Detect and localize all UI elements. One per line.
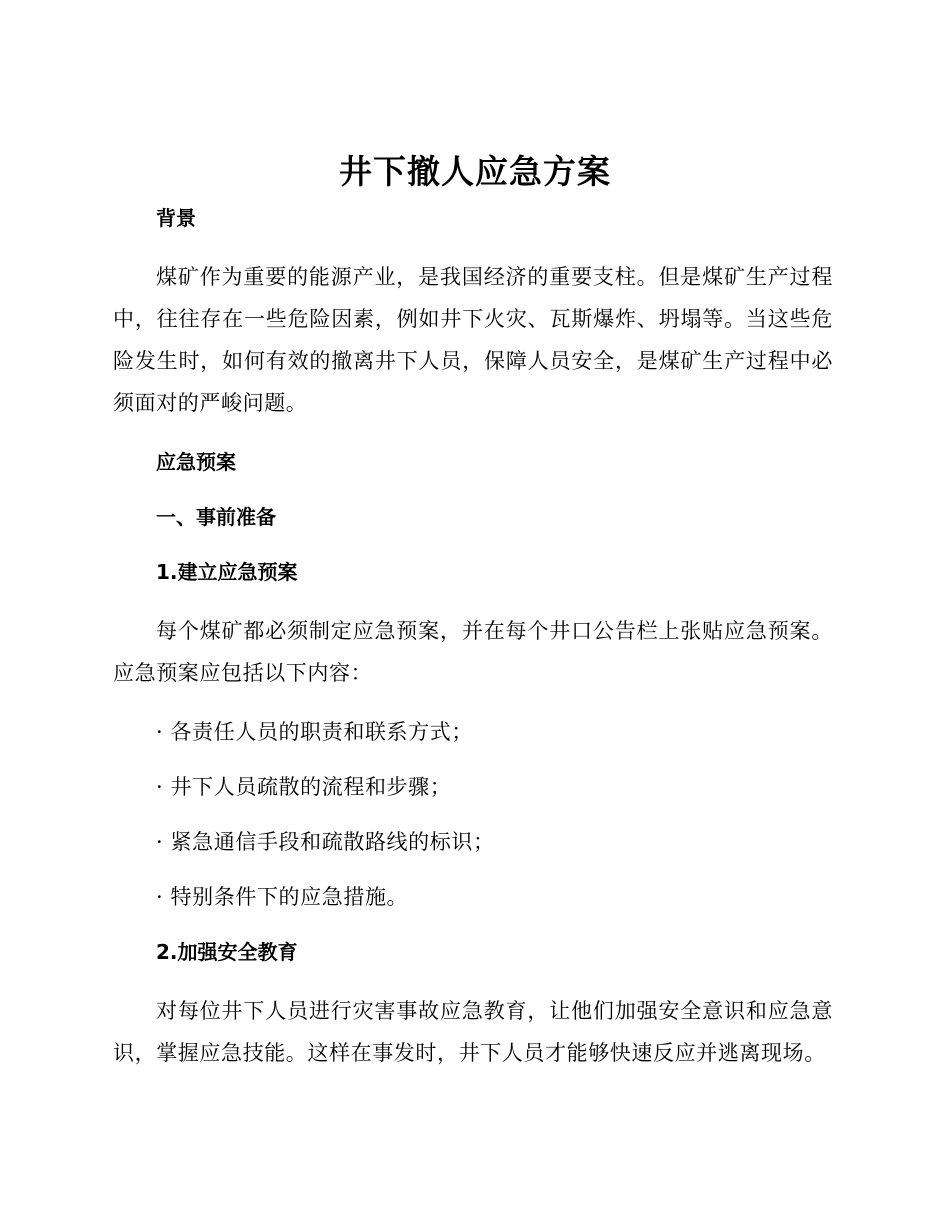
document-title: 井下撤人应急方案 — [339, 152, 611, 191]
subheading-safety-education: 2.加强安全教育 — [156, 940, 298, 964]
section-heading-background: 背景 — [156, 206, 196, 230]
paragraph-background: 煤矿作为重要的能源产业，是我国经济的重要支柱。但是煤矿生产过程中，往往存在一些危险因素，例如井下火灾、瓦斯爆炸、坍塌等。当这些危险发生时，如何有效的撤离井下人员，保障人员安全，是煤矿生产过程中必须面对的严峻问题。 — [113, 265, 833, 415]
paragraph-safety-education: 对每位井下人员进行灾害事故应急教育，让他们加强安全意识和应急意识，掌握应急技能。这样在事发时，井下人员才能够快速反应并逃离现场。 — [113, 999, 833, 1065]
section-heading-preparation: 一、事前准备 — [156, 505, 276, 529]
subheading-emergency-plan: 1.建立应急预案 — [156, 560, 298, 584]
list-item: · 井下人员疏散的流程和步骤； — [156, 775, 452, 799]
list-item: · 紧急通信手段和疏散路线的标识； — [156, 830, 495, 854]
paragraph-emergency-plan: 每个煤矿都必须制定应急预案，并在每个井口公告栏上张贴应急预案。应急预案应包括以下内容： — [113, 619, 833, 685]
list-item: · 特别条件下的应急措施。 — [156, 885, 409, 909]
document-body — [113, 202, 833, 1074]
list-item: · 各责任人员的职责和联系方式； — [156, 720, 473, 744]
section-heading-plan: 应急预案 — [156, 450, 236, 474]
